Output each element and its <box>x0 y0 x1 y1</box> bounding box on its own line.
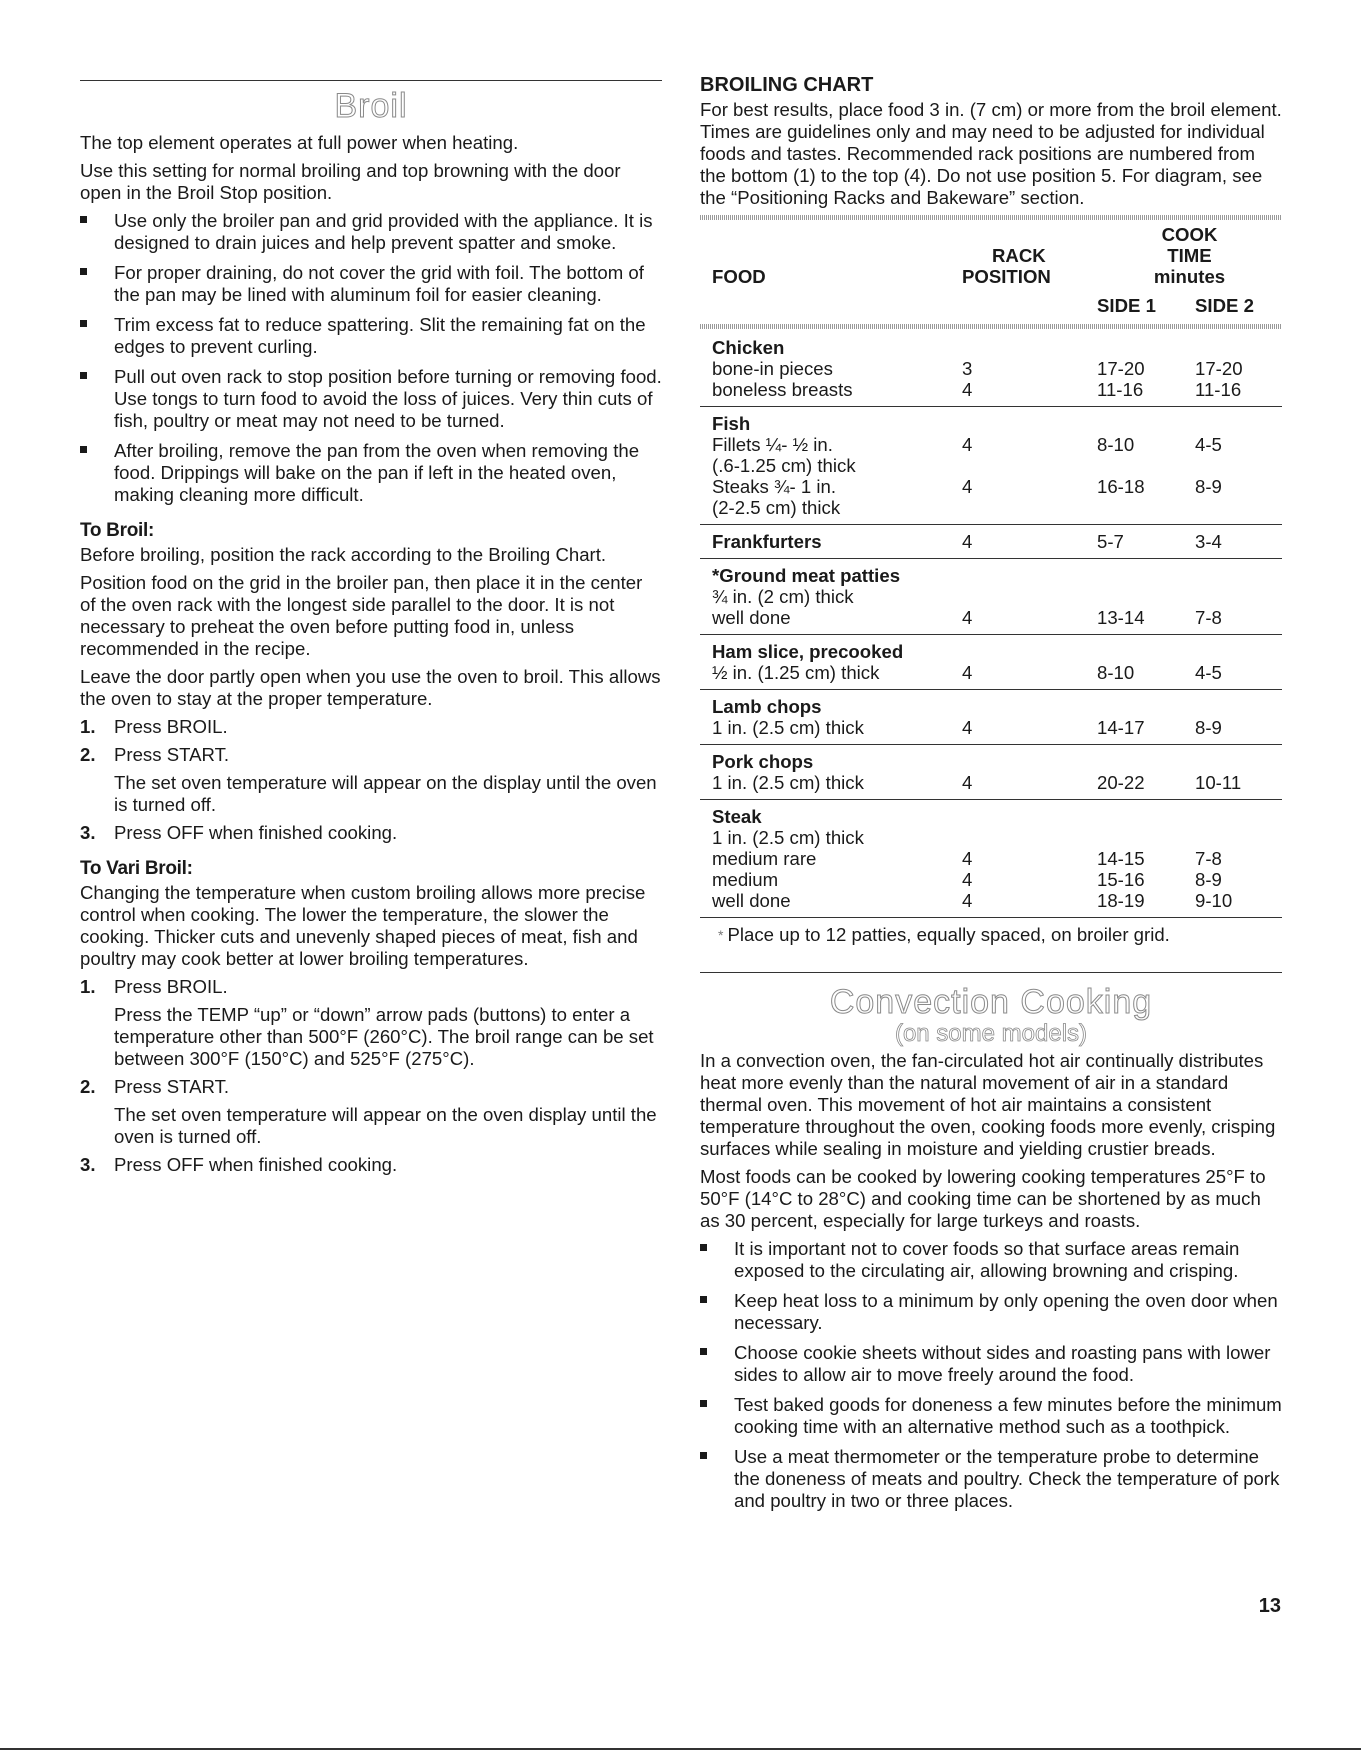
table-row <box>700 331 1282 407</box>
bottom-rule <box>0 1748 1361 1750</box>
food-group-name: Pork chops <box>712 751 814 772</box>
food-detail: 1 in. (2.5 cm) thick <box>712 717 864 738</box>
header-side-2: SIDE 2 <box>1195 295 1254 316</box>
top-rule <box>80 80 662 81</box>
food-cell <box>700 525 962 559</box>
food-group-name: Fish <box>712 413 751 434</box>
food-detail: (2-2.5 cm) thick <box>712 497 841 518</box>
bullet-square-icon <box>700 1452 707 1459</box>
section-rule <box>700 972 1282 973</box>
side-2-cell: 10-11 <box>1195 745 1282 800</box>
convection-bullet-list <box>700 1238 1282 1512</box>
step-item: 3. Press OFF when finished cooking. <box>80 1154 398 1175</box>
food-cell <box>700 331 962 407</box>
side-1-cell: 14-15 15-16 18-19 <box>1097 800 1195 918</box>
step-item: 2. Press START. The set oven temperature will appear on the oven display until the oven is turned off. <box>80 1076 657 1147</box>
rack-cell: 4 <box>962 690 1097 745</box>
bullet-square-icon <box>700 1348 707 1355</box>
food-detail: medium rare <box>712 848 817 869</box>
table-row <box>700 800 1282 918</box>
page-number: 13 <box>1258 1595 1281 1617</box>
list-item: Trim excess fat to reduce spattering. Slit the remaining fat on the edges to prevent curling. <box>80 314 662 358</box>
food-cell <box>700 745 962 800</box>
header-position: POSITION <box>962 266 1051 287</box>
side-1-cell: 20-22 <box>1097 745 1195 800</box>
bullet-square-icon <box>80 216 87 223</box>
broil-title: Broil <box>334 87 408 125</box>
list-item: Use a meat thermometer or the temperature probe to determine the doneness of meats and poultry. Check the temperature of pork and poultry in two or three places. <box>700 1446 1282 1512</box>
rack-cell: 4 4 4 <box>962 800 1097 918</box>
table-subheader-row <box>700 287 1282 316</box>
food-cell <box>700 559 962 635</box>
food-detail: Steaks ¾- 1 in. <box>712 476 837 497</box>
list-item: After broiling, remove the pan from the oven when removing the food. Drippings will bake on the pan if left in the heated oven, making cleaning more difficult. <box>80 440 662 506</box>
footnote-asterisk: * <box>718 927 724 943</box>
broiling-chart-body <box>700 331 1282 918</box>
food-detail: well done <box>712 607 791 628</box>
rack-cell: 4 <box>962 635 1097 690</box>
convection-title: Convection Cooking <box>829 983 1153 1021</box>
food-detail: medium <box>712 869 779 890</box>
header-food: FOOD <box>712 266 766 287</box>
food-cell <box>700 800 962 918</box>
side-1-cell: 13-14 <box>1097 559 1195 635</box>
list-item: Use only the broiler pan and grid provided with the appliance. It is designed to drain juices and help prevent spatter and smoke. <box>80 210 662 254</box>
header-cook: COOK <box>1161 224 1218 245</box>
step-item: 3. Press OFF when finished cooking. <box>80 822 398 843</box>
header-minutes: minutes <box>1153 266 1226 287</box>
food-detail: ½ in. (1.25 cm) thick <box>712 662 880 683</box>
dotted-divider <box>700 324 1282 329</box>
to-broil-heading: To Broil: <box>80 520 154 541</box>
side-1-cell: 5-7 <box>1097 525 1195 559</box>
left-column <box>80 80 662 1182</box>
food-detail: 1 in. (2.5 cm) thick <box>712 827 864 848</box>
bullet-square-icon <box>700 1296 707 1303</box>
food-cell <box>700 690 962 745</box>
food-cell <box>700 635 962 690</box>
table-header-row <box>700 224 1282 287</box>
convection-subtitle: (on some models) <box>894 1020 1088 1047</box>
header-rack: RACK <box>992 245 1046 266</box>
to-vari-broil-heading: To Vari Broil: <box>80 858 193 879</box>
bullet-square-icon <box>700 1244 707 1251</box>
food-detail: boneless breasts <box>712 379 853 400</box>
broiling-chart-table <box>700 224 1282 918</box>
step-item: 1. Press BROIL. <box>80 716 228 737</box>
side-2-cell: 17-20 11-16 <box>1195 331 1282 407</box>
rack-cell: 3 4 <box>962 331 1097 407</box>
side-1-cell: 14-17 <box>1097 690 1195 745</box>
header-side-1: SIDE 1 <box>1097 295 1156 316</box>
convection-p2: Most foods can be cooked by lowering cooking temperatures 25°F to 50°F (14°C to 28°C) and cooking time can be shortened by as much as 30 percent, especially for large turkeys and roasts. <box>700 1166 1266 1231</box>
food-group-name: Chicken <box>712 337 785 358</box>
list-item: Keep heat loss to a minimum by only opening the oven door when necessary. <box>700 1290 1282 1334</box>
food-detail: 1 in. (2.5 cm) thick <box>712 772 864 793</box>
food-detail: Fillets ¼- ½ in. <box>712 434 833 455</box>
side-2-cell: 7-8 8-9 9-10 <box>1195 800 1282 918</box>
broil-intro-2: Use this setting for normal broiling and top browning with the door open in the Broil Stop position. <box>80 160 621 203</box>
step-item: 2. Press START. The set oven temperature will appear on the display until the oven is turned off. <box>80 744 657 815</box>
food-detail: ¾ in. (2 cm) thick <box>712 586 854 607</box>
food-detail: well done <box>712 890 791 911</box>
broil-bullet-list <box>80 210 662 506</box>
list-item: Pull out oven rack to stop position before turning or removing food. Use tongs to turn food to avoid the loss of juices. Very thin cuts of fish, poultry or meat may not need to be turned. <box>80 366 662 432</box>
side-2-cell: 3-4 <box>1195 525 1282 559</box>
side-2-cell: 4-5 <box>1195 635 1282 690</box>
to-broil-steps <box>80 716 662 844</box>
food-group-name: *Ground meat patties <box>712 565 901 586</box>
food-group-name: Steak <box>712 806 762 827</box>
step-item: 1. Press BROIL. Press the TEMP “up” or “down” arrow pads (buttons) to enter a temperature other than 500°F (260°C). The broil range can be set between 300°F (150°C) and 525°F (275°C). <box>80 976 654 1069</box>
to-broil-p1: Before broiling, position the rack according to the Broiling Chart. <box>80 544 607 565</box>
list-item: For proper draining, do not cover the grid with foil. The bottom of the pan may be lined with aluminum foil for easier cleaning. <box>80 262 662 306</box>
bullet-square-icon <box>700 1400 707 1407</box>
bullet-square-icon <box>80 268 87 275</box>
table-row <box>700 635 1282 690</box>
side-2-cell: 4-5 8-9 <box>1195 407 1282 525</box>
table-row <box>700 745 1282 800</box>
header-time: TIME <box>1167 245 1212 266</box>
chart-footnote: * Place up to 12 patties, equally spaced, on broiler grid. <box>718 924 1170 945</box>
to-broil-p2: Position food on the grid in the broiler pan, then place it in the center of the oven rack with the longest side parallel to the door. It is not necessary to preheat the oven before putting food in, unless recommended in the recipe. <box>80 572 643 659</box>
to-broil-p3: Leave the door partly open when you use the oven to broil. This allows the oven to stay at the proper temperature. <box>80 666 661 709</box>
right-column <box>700 74 1282 1520</box>
broiling-chart-title: BROILING CHART <box>700 74 874 96</box>
food-group-name: Frankfurters <box>712 531 822 552</box>
side-1-cell: 8-10 <box>1097 635 1195 690</box>
list-item: Choose cookie sheets without sides and roasting pans with lower sides to allow air to move freely around the food. <box>700 1342 1282 1386</box>
food-group-name: Lamb chops <box>712 696 822 717</box>
dotted-divider <box>700 215 1282 220</box>
bullet-square-icon <box>80 372 87 379</box>
rack-cell: 4 <box>962 745 1097 800</box>
broil-intro-1: The top element operates at full power when heating. <box>80 132 519 153</box>
to-vari-broil-p1: Changing the temperature when custom broiling allows more precise control when cooking. The lower the temperature, the slower the cooking. Thicker cuts and unevenly shaped pieces of meat, fish and poultry may cook better at lower broiling temperatures. <box>80 882 646 969</box>
food-cell <box>700 407 962 525</box>
rack-cell: 4 <box>962 525 1097 559</box>
table-row <box>700 559 1282 635</box>
side-1-cell: 8-10 16-18 <box>1097 407 1195 525</box>
list-item: It is important not to cover foods so that surface areas remain exposed to the circulating air, allowing browning and crisping. <box>700 1238 1282 1282</box>
table-row <box>700 525 1282 559</box>
side-1-cell: 17-20 11-16 <box>1097 331 1195 407</box>
rack-cell: 4 <box>962 559 1097 635</box>
convection-p1: In a convection oven, the fan-circulated hot air continually distributes heat more evenly than the natural movement of air in a standard thermal oven. This movement of hot air maintains a consistent temperature throughout the oven, cooking foods more evenly, crisping surfaces while sealing in moisture and yielding crustier breads. <box>700 1050 1276 1159</box>
food-group-name: Ham slice, precooked <box>712 641 904 662</box>
side-2-cell: 7-8 <box>1195 559 1282 635</box>
food-detail: (.6-1.25 cm) thick <box>712 455 856 476</box>
bullet-square-icon <box>80 446 87 453</box>
broiling-chart-intro: For best results, place food 3 in. (7 cm) or more from the broil element. Times are guidelines only and may need to be adjusted for individual foods and tastes. Recommended rack positions are numbered from the bottom (1) to the top (4). Do not use position 5. For diagram, see the “Positioning Racks and Bakeware” section. <box>700 99 1282 208</box>
table-row <box>700 690 1282 745</box>
to-vari-broil-steps <box>80 976 662 1176</box>
food-detail: bone-in pieces <box>712 358 833 379</box>
table-row <box>700 407 1282 525</box>
list-item: Test baked goods for doneness a few minutes before the minimum cooking time with an alternative method such as a toothpick. <box>700 1394 1282 1438</box>
rack-cell: 4 4 <box>962 407 1097 525</box>
bullet-square-icon <box>80 320 87 327</box>
side-2-cell: 8-9 <box>1195 690 1282 745</box>
